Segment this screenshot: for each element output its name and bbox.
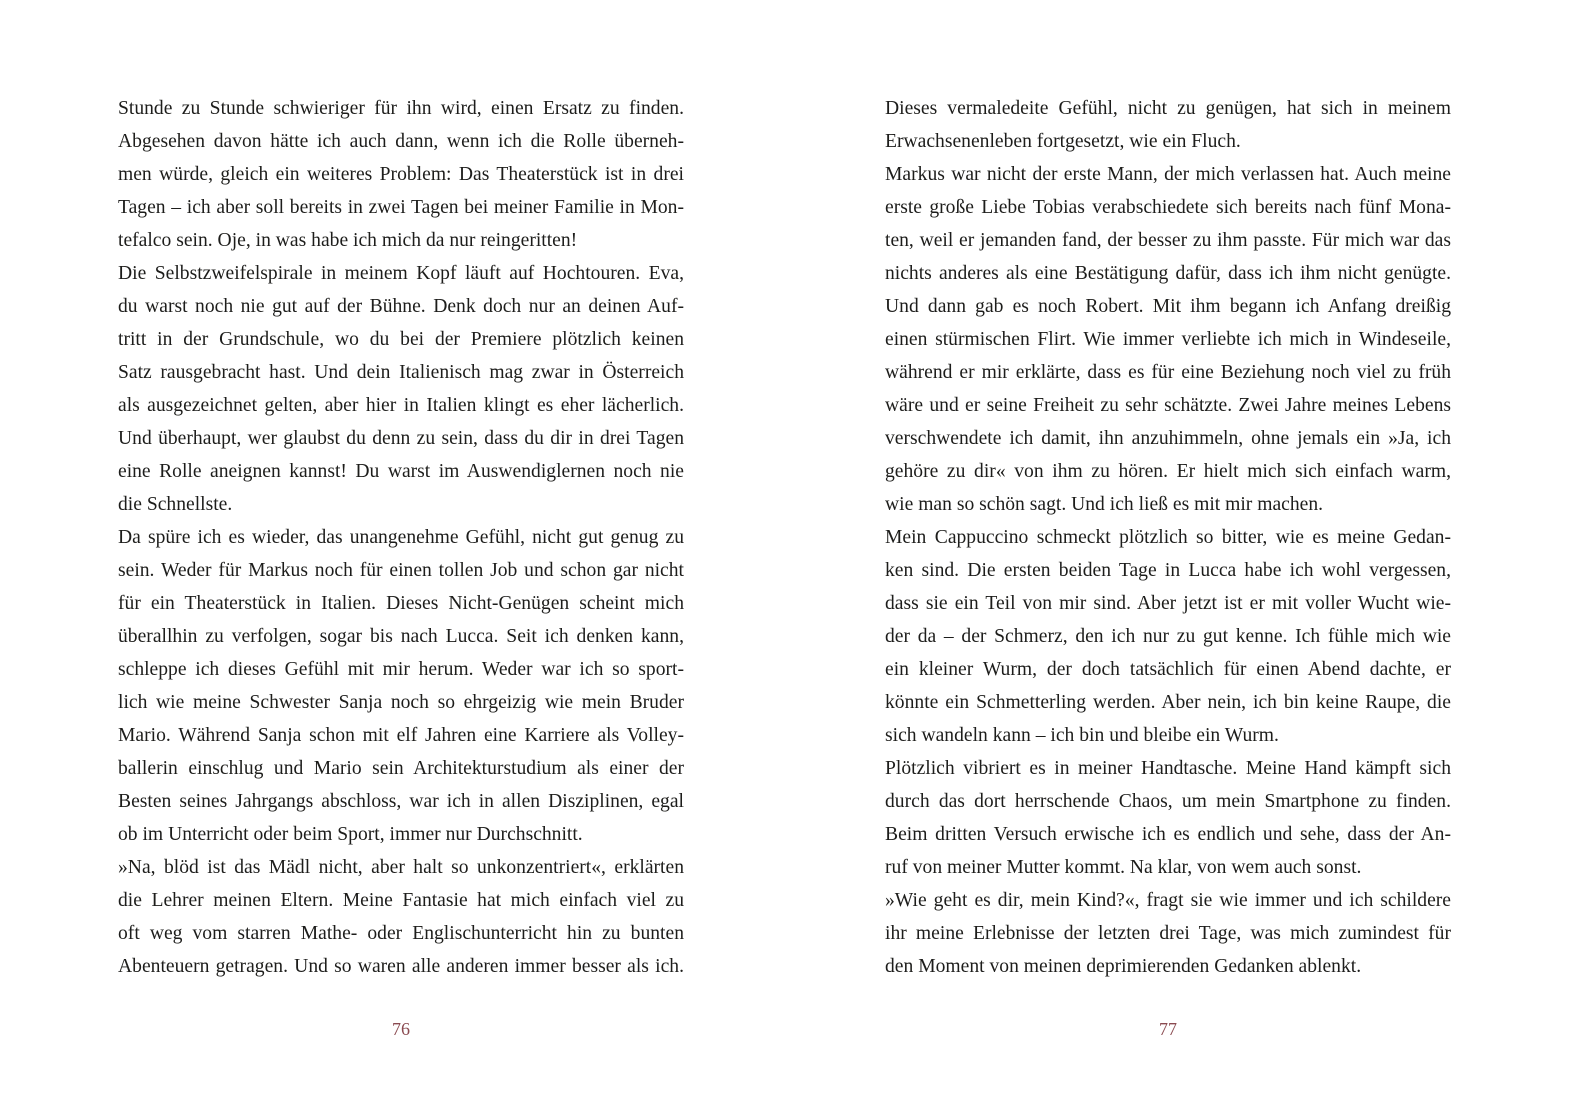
text-line: ken sind. Die ersten beiden Tage in Lucca habe ich wohl vergessen,: [885, 560, 1451, 581]
text-line: könnte ein Schmetterling werden. Aber nein, ich bin keine Raupe, die: [885, 692, 1451, 713]
text-line: als ausgezeichnet gelten, aber hier in Italien klingt es eher lächerlich.: [118, 395, 684, 416]
text-line: Und überhaupt, wer glaubst du denn zu sein, dass du dir in drei Tagen: [118, 428, 684, 449]
text-line: eine Rolle aneignen kannst! Du warst im Auswendiglernen noch nie: [118, 461, 684, 482]
text-line: der da – der Schmerz, den ich nur zu gut kenne. Ich fühle mich wie: [885, 626, 1451, 647]
text-line: Da spüre ich es wieder, das unangenehme Gefühl, nicht gut genug zu: [118, 527, 684, 548]
text-line: ob im Unterricht oder beim Sport, immer nur Durchschnitt.: [118, 824, 583, 845]
text-line: nichts anderes als eine Bestätigung dafür, dass ich ihm nicht genügte.: [885, 263, 1451, 284]
text-line: sich wandeln kann – ich bin und bleibe ein Wurm.: [885, 725, 1279, 746]
text-line: Satz rausgebracht hast. Und dein Italienisch mag zwar in Österreich: [118, 362, 684, 383]
text-line: Beim dritten Versuch erwische ich es endlich und sehe, dass der An-: [885, 824, 1451, 845]
left-page-body: [118, 92, 684, 983]
text-line: den Moment von meinen deprimierenden Gedanken ablenkt.: [885, 956, 1362, 977]
text-line: Tagen – ich aber soll bereits in zwei Tagen bei meiner Familie in Mon-: [118, 197, 684, 218]
text-line: tritt in der Grundschule, wo du bei der Premiere plötzlich keinen: [118, 329, 684, 350]
text-line: die Lehrer meinen Eltern. Meine Fantasie hat mich einfach viel zu: [118, 890, 684, 911]
text-line: ihr meine Erlebnisse der letzten drei Tage, was mich zumindest für: [885, 923, 1451, 944]
text-line: Plötzlich vibriert es in meiner Handtasche. Meine Hand kämpft sich: [885, 758, 1451, 779]
text-line: Abgesehen davon hätte ich auch dann, wenn ich die Rolle überneh-: [118, 131, 684, 152]
text-line: verschwendete ich damit, ihn anzuhimmeln, ohne jemals ein »Ja, ich: [885, 428, 1451, 449]
text-line: du warst noch nie gut auf der Bühne. Denk doch nur an deinen Auf-: [118, 296, 684, 317]
text-line: dass sie ein Teil von mir sind. Aber jetzt ist er mit voller Wucht wie-: [885, 593, 1451, 614]
right-page-body: [885, 92, 1451, 983]
text-line: Besten seines Jahrgangs abschloss, war ich in allen Disziplinen, egal: [118, 791, 684, 812]
text-line: wäre und er seine Freiheit zu sehr schätzte. Zwei Jahre meines Lebens: [885, 395, 1451, 416]
text-line: durch das dort herrschende Chaos, um mein Smartphone zu finden.: [885, 791, 1451, 812]
text-line: »Wie geht es dir, mein Kind?«, fragt sie wie immer und ich schildere: [885, 890, 1451, 911]
text-line: Erwachsenenleben fortgesetzt, wie ein Fluch.: [885, 131, 1241, 152]
text-line: Dieses vermaledeite Gefühl, nicht zu genügen, hat sich in meinem: [885, 98, 1451, 119]
text-line: men würde, gleich ein weiteres Problem: Das Theaterstück ist in drei: [118, 164, 684, 185]
text-line: einen stürmischen Flirt. Wie immer verliebte ich mich in Windeseile,: [885, 329, 1451, 350]
text-line: Die Selbstzweifelspirale in meinem Kopf läuft auf Hochtouren. Eva,: [118, 263, 684, 284]
text-line: ten, weil er jemanden fand, der besser zu ihm passte. Für mich war das: [885, 230, 1451, 251]
text-line: während er mir erklärte, dass es für eine Beziehung noch viel zu früh: [885, 362, 1451, 383]
text-line: sein. Weder für Markus noch für einen tollen Job und schon gar nicht: [118, 560, 684, 581]
text-line: schleppe ich dieses Gefühl mit mir herum. Weder war ich so sport-: [118, 659, 684, 680]
text-line: Markus war nicht der erste Mann, der mich verlassen hat. Auch meine: [885, 164, 1451, 185]
text-line: oft weg vom starren Mathe- oder Englischunterricht hin zu bunten: [118, 923, 684, 944]
text-line: »Na, blöd ist das Mädl nicht, aber halt so unkonzentriert«, erklärten: [118, 857, 684, 878]
text-line: wie man so schön sagt. Und ich ließ es mit mir machen.: [885, 494, 1324, 515]
text-line: überallhin zu verfolgen, sogar bis nach Lucca. Seit ich denken kann,: [118, 626, 684, 647]
text-line: ballerin einschlug und Mario sein Architekturstudium als einer der: [118, 758, 684, 779]
text-line: Mein Cappuccino schmeckt plötzlich so bitter, wie es meine Gedan-: [885, 527, 1451, 548]
text-line: die Schnellste.: [118, 494, 233, 515]
page-number-right: 77: [1159, 1019, 1177, 1039]
text-line: gehöre zu dir« von ihm zu hören. Er hielt mich sich einfach warm,: [885, 461, 1451, 482]
text-line: Abenteuern getragen. Und so waren alle anderen immer besser als ich.: [118, 956, 684, 977]
text-line: ruf von meiner Mutter kommt. Na klar, von wem auch sonst.: [885, 857, 1362, 878]
text-line: Mario. Während Sanja schon mit elf Jahren eine Karriere als Volley-: [118, 725, 684, 746]
text-line: Und dann gab es noch Robert. Mit ihm begann ich Anfang dreißig: [885, 296, 1451, 317]
text-line: erste große Liebe Tobias verabschiedete sich bereits nach fünf Mona-: [885, 197, 1451, 218]
text-line: Stunde zu Stunde schwieriger für ihn wird, einen Ersatz zu finden.: [118, 98, 684, 119]
text-line: ein kleiner Wurm, der doch tatsächlich für einen Abend dachte, er: [885, 659, 1451, 680]
text-line: für ein Theaterstück in Italien. Dieses Nicht-Genügen scheint mich: [118, 593, 684, 614]
text-line: tefalco sein. Oje, in was habe ich mich da nur reingeritten!: [118, 230, 578, 251]
text-line: lich wie meine Schwester Sanja noch so ehrgeizig wie mein Bruder: [118, 692, 684, 713]
page-number-left: 76: [392, 1019, 410, 1039]
